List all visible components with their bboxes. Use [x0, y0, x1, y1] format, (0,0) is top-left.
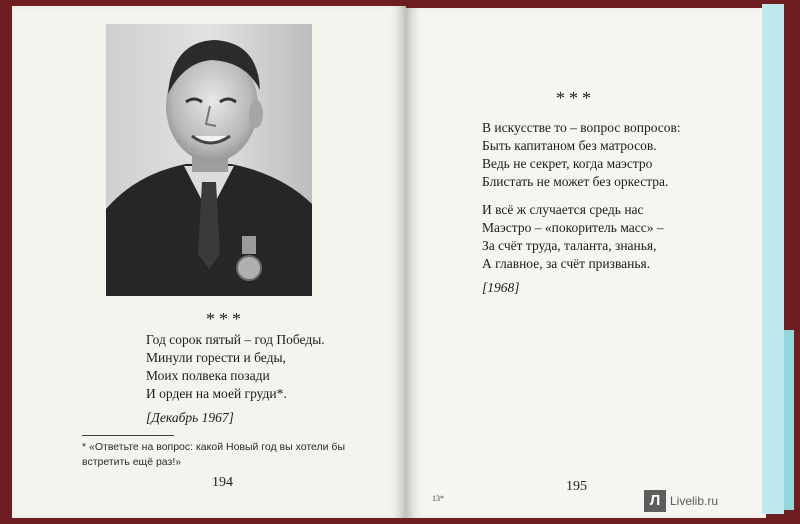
section-separator-stars: ***	[556, 88, 595, 108]
poem-line: Моих полвека позади	[146, 368, 270, 383]
watermark-text: Livelib.ru	[670, 494, 719, 508]
poem-line: За счёт труда, таланта, знанья,	[482, 238, 657, 253]
poem-line: А главное, за счёт призванья.	[482, 256, 651, 271]
footnote: * «Ответьте на вопрос: какой Новый год вы хотели бы встретить ещё раз!»	[82, 441, 345, 468]
portrait-photo	[106, 24, 312, 296]
poem-line: Год сорок пятый – год Победы.	[146, 332, 325, 347]
cover-edge	[762, 4, 784, 514]
signature-mark: 13*	[432, 494, 444, 503]
poem-date: [1968]	[482, 280, 520, 295]
poem-line: Блистать не может без оркестра.	[482, 174, 669, 189]
page-number-left: 194	[212, 475, 233, 490]
poem-line: И всё ж случается средь нас	[482, 202, 644, 217]
poem-line: В искусстве то – вопрос вопросов:	[482, 120, 681, 135]
livelib-logo-icon: Л	[644, 490, 666, 512]
poem-line: Быть капитаном без матросов.	[482, 138, 657, 153]
footnote-divider	[82, 435, 174, 436]
page-number-right: 195	[566, 479, 587, 494]
cover-edge-shadow	[784, 330, 794, 510]
poem-line: И орден на моей груди*.	[146, 386, 287, 401]
poem-line: Маэстро – «покоритель масс» –	[482, 220, 664, 235]
poem-line: Ведь не секрет, когда маэстро	[482, 156, 653, 171]
section-separator-stars: ***	[206, 309, 245, 329]
poem-line: Минули горести и беды,	[146, 350, 286, 365]
poem-date: [Декабрь 1967]	[146, 410, 234, 425]
